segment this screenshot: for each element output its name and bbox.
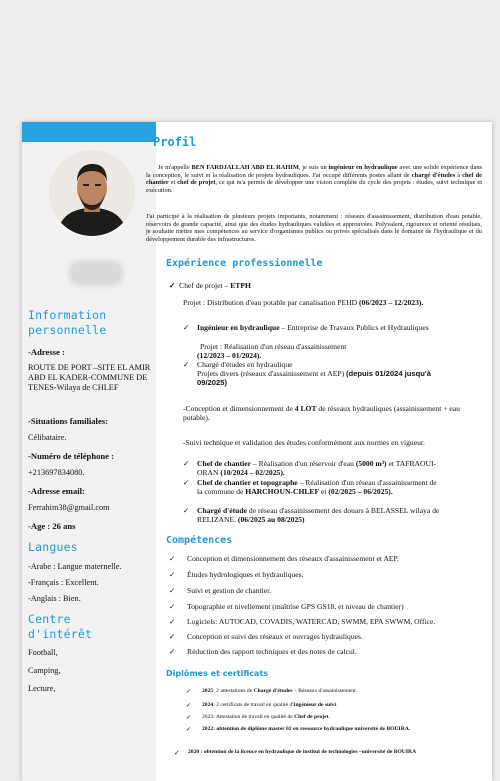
skill-item: Études hydrologiques et hydrauliques. — [187, 570, 304, 579]
exp-note-1: -Conception et dimensionnement de 4 LOT de réseaux hydrauliques (assainissement + eau potable). — [183, 404, 460, 422]
check-icon: ✓ — [169, 602, 176, 611]
avatar-icon — [49, 150, 135, 236]
check-icon: ✓ — [169, 647, 176, 656]
check-icon: ✓ — [169, 632, 176, 641]
redacted-name — [68, 260, 124, 286]
exp-5: Chef de chantier et topographe – Réalisation d'un réseau d'assainissement de la commune de HARCHOUN-CHLEF et (02/2025 – 06/2025). — [197, 478, 437, 496]
skills-heading: Compétences — [166, 535, 233, 546]
cv-page — [22, 122, 492, 781]
exp-3-projects: Projets divers (réseaux d'assainissement et AEP) (depuis 01/2024 jusqu'à 09/2025) — [197, 369, 431, 387]
sidebar — [22, 122, 156, 781]
exp-2-dates: (12/2023 – 01/2024). — [197, 351, 262, 360]
check-icon: ✓ — [183, 478, 190, 487]
phone-value: +213697834080. — [28, 468, 85, 477]
interest-camping: Camping, — [28, 666, 61, 675]
check-icon: ✓ — [169, 554, 176, 563]
diploma-2024: 2024: 2 certificats de travail en qualité d'Ingénieur de suivi. — [202, 702, 338, 708]
check-icon: ✓ — [183, 323, 190, 332]
check-icon: ✓ — [169, 617, 176, 626]
family-value: Célibataire. — [28, 433, 67, 442]
info-heading: Information personnelle — [28, 308, 107, 337]
profile-photo — [49, 150, 135, 236]
exp-1-project: Projet : Distribution d'eau potable par canalisation PEHD (06/2023 – 12/2023). — [183, 298, 424, 307]
interest-football: Football, — [28, 648, 58, 657]
family-label: -Situations familiales: — [28, 416, 108, 426]
experience-heading: Expérience professionnelle — [166, 258, 323, 269]
exp-4: Chef de chantier – Réalisation d'un réservoir d'eau (5000 m³) et TAFRAOUI-ORAN (10/2024 – 02/2025). — [197, 459, 437, 477]
sidebar-top-bar — [22, 122, 156, 142]
profile-heading: Profil — [153, 135, 197, 149]
diploma-2020: 2020 : obtention de la licence en hydraulique de institut de technologies –université de BOUIRA — [188, 749, 417, 755]
profile-paragraph-1: Je m'appelle BEN FARDJALLAH ABD EL RAHIM, je suis un ingénieur en hydraulique avec une solide expérience dans la conception, le suivi et la réalisation de projets hydrauliques. J'ai occupé différents postes allant de chargé d'études à chef de chantier et chef de projet, ce qui m'a permis de développer une vision complète du cycle des projets : études, suivi technique et exécution. — [146, 164, 483, 194]
age-label: -Age : 26 ans — [28, 521, 76, 531]
diploma-2025: 2025: 2 attestations de Chargé d'études – Réseaux d'assainissement. — [202, 688, 358, 694]
exp-2-project: Projet : Réalisation d'un réseau d'assainissement — [200, 342, 347, 351]
languages-heading: Langues — [28, 540, 78, 554]
skill-item: Logiciels: AUTOCAD, COVADIS, WATERCAD, SWMM, EPA SWWM, Office. — [187, 617, 436, 626]
check-icon: ✓ — [169, 570, 176, 579]
exp-2: Ingénieur en hydraulique – Entreprise de Travaux Publics et Hydrauliques — [197, 323, 429, 332]
interest-reading: Lecture, — [28, 684, 56, 693]
skill-item: Conception et suivi des réseaux et ouvrages hydrauliques. — [187, 632, 363, 641]
check-icon: ✓ — [183, 360, 190, 369]
check-icon: ✓ — [183, 506, 190, 515]
email-label: -Adresse email: — [28, 486, 85, 496]
email-value[interactable]: Ferrahim38@gmail.com — [28, 503, 110, 512]
language-english: -Anglais : Bien. — [28, 594, 81, 603]
address-label: -Adresse : — [28, 347, 65, 357]
exp-3: Chargé d'études en hydraulique — [197, 360, 293, 369]
check-icon: ✓ — [169, 281, 176, 290]
exp-6: Chargé d'étude de réseau d'assainissement des douars à BELASSEL wilaya de RELIZANE. (06/2025 au 08/2025) — [197, 506, 440, 524]
address-value: ROUTE DE PORT –SITE EL AMIR ABD EL KADER-COMMUNE DE TENES-Wilaya de CHLEF — [28, 363, 151, 392]
check-icon: ✓ — [186, 715, 192, 721]
exp-1: ✓ Chef de projet – ETPH — [169, 281, 251, 290]
check-icon: ✓ — [174, 749, 180, 757]
skill-item: Réduction des rapport techniques et des notes de calcul. — [187, 647, 357, 656]
check-icon: ✓ — [183, 459, 190, 468]
check-icon: ✓ — [186, 727, 192, 733]
check-icon: ✓ — [186, 703, 192, 709]
diplomas-heading: Diplômes et certificats — [166, 669, 269, 678]
exp-note-2: -Suivi technique et validation des études conformément aux normes en vigueur. — [183, 438, 425, 447]
phone-label: -Numéro de téléphone : — [28, 451, 115, 461]
skill-item: Conception et dimensionnement des réseaux d'assainissement et AEP. — [187, 554, 399, 563]
profile-paragraph-2: J'ai participé à la réalisation de plusieurs projets importants, notamment : réseaux d'assainissement, distribution d'eau potable, réservoirs de grande capacité, ainsi que des études hydrauliques validées et approuvées. Polyvalent, rigoureux et orienté résultats, je souhaite mettre mes compétences au service d'organismes publics ou privés spécialisés dans le domaine de l'hydraulique et du développement durable des infrastructures. — [146, 213, 482, 243]
check-icon: ✓ — [186, 689, 192, 695]
check-icon: ✓ — [169, 586, 176, 595]
skill-item: Suivi et gestion de chantier. — [187, 586, 272, 595]
language-french: -Français : Excellent. — [28, 578, 99, 587]
skill-item: Topographie et nivellement (maîtrise GPS GS18, et niveau de chantier) — [187, 602, 404, 611]
interests-heading: Centre d'intérêt — [28, 612, 93, 641]
diploma-2023: 2023: Attestation de travail en qualité de Chef de projet. — [202, 714, 330, 720]
language-arabic: -Arabe : Langue maternelle. — [28, 562, 122, 571]
diploma-2022: 2022: obtention de diplôme master 02 en ressource hydraulique université de BOUIRA. — [202, 726, 411, 732]
